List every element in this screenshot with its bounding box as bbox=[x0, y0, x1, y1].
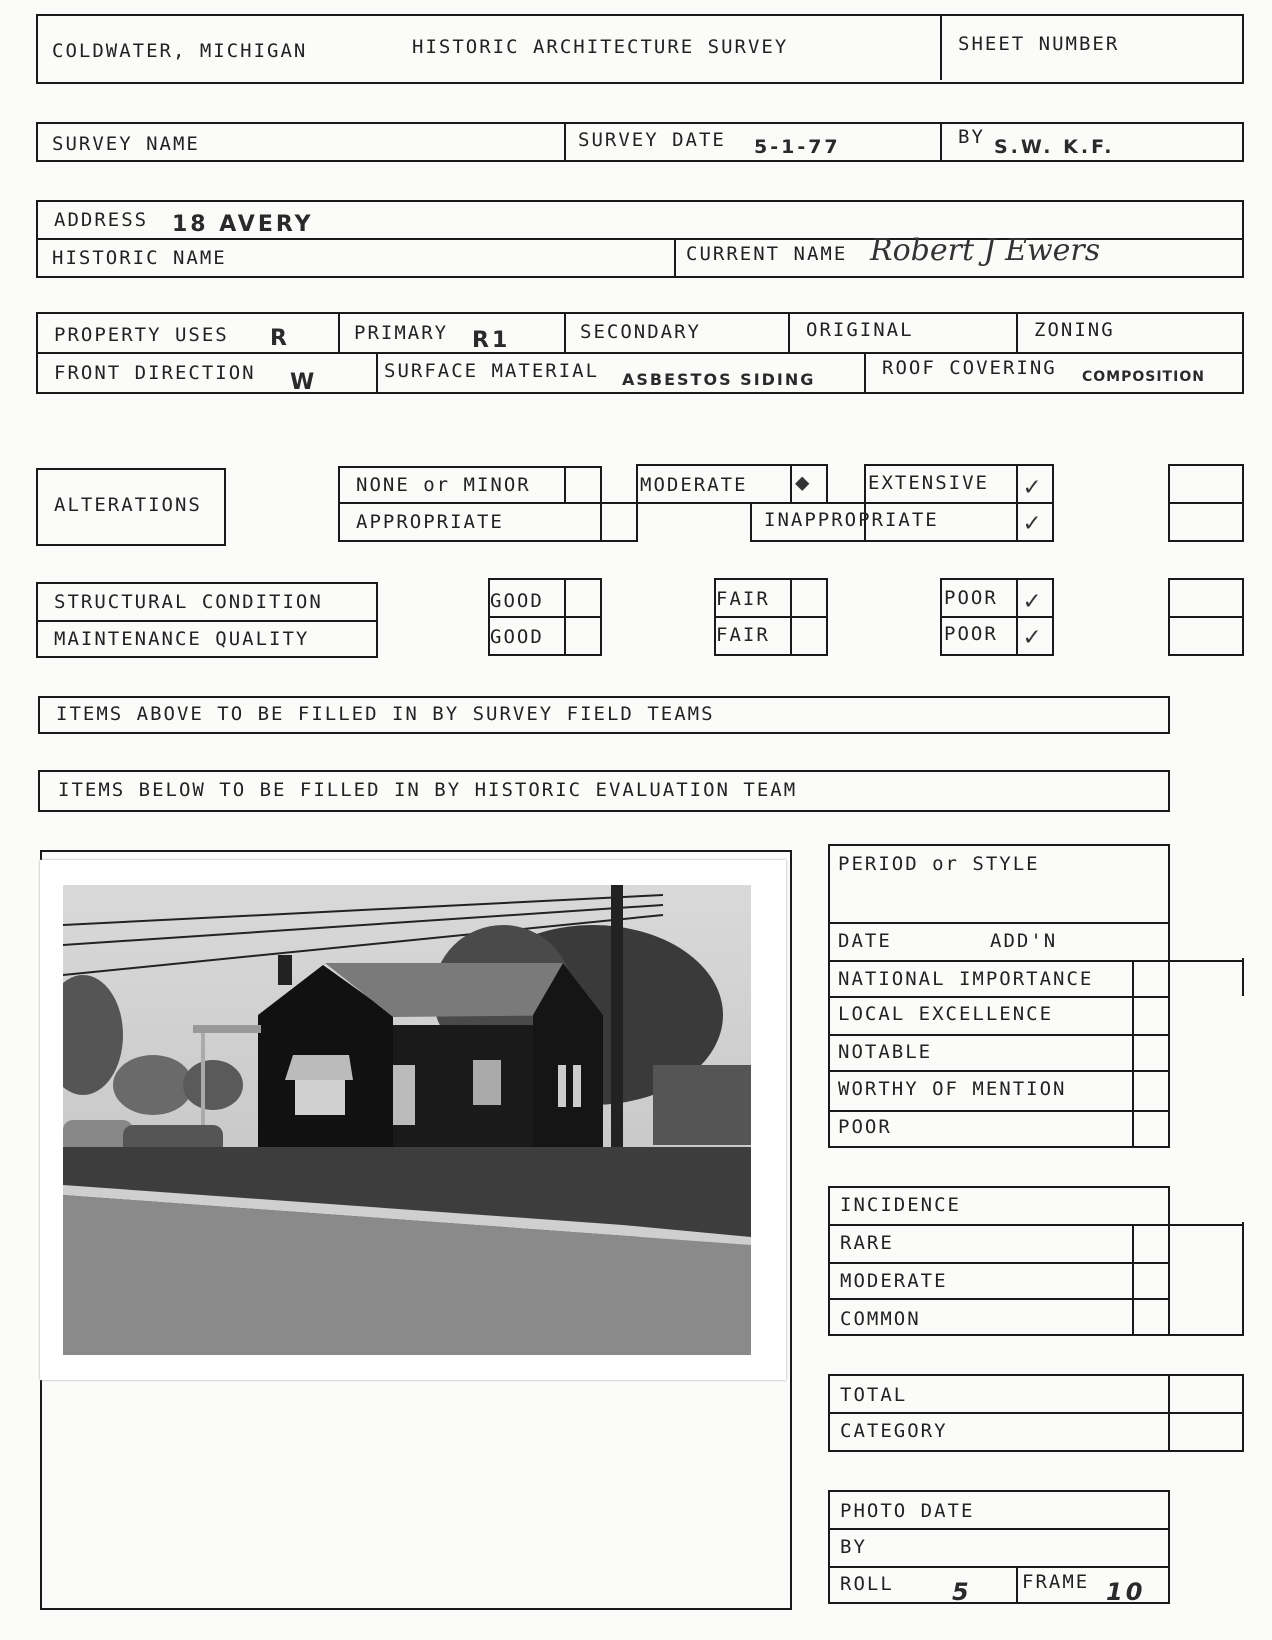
incidence-label: INCIDENCE bbox=[840, 1194, 961, 1216]
worthy-of-mention-label: WORTHY OF MENTION bbox=[838, 1078, 1067, 1100]
condition-score-mid bbox=[1168, 616, 1244, 618]
fair-mid bbox=[714, 616, 828, 618]
surface-material-label: SURFACE MATERIAL bbox=[384, 360, 600, 382]
totals-mid bbox=[828, 1412, 1244, 1414]
appropriate-check-div bbox=[636, 502, 638, 542]
city-label: COLDWATER, MICHIGAN bbox=[52, 40, 308, 62]
appropriate-label: APPROPRIATE bbox=[356, 511, 504, 533]
period-style-label: PERIOD or STYLE bbox=[838, 853, 1040, 875]
frame-label: FRAME bbox=[1022, 1571, 1090, 1593]
moderate-label: MODERATE bbox=[640, 474, 748, 496]
prop-div-6 bbox=[864, 352, 866, 392]
roll-frame-div bbox=[1016, 1566, 1018, 1602]
roll-label: ROLL bbox=[840, 1573, 894, 1595]
total-label: TOTAL bbox=[840, 1384, 908, 1406]
address-label: ADDRESS bbox=[54, 209, 149, 231]
eval-row-1 bbox=[828, 922, 1170, 924]
photo-row-2 bbox=[828, 1566, 1170, 1568]
address-value: 18 AVERY bbox=[172, 212, 314, 237]
survey-name-label: SURVEY NAME bbox=[52, 133, 200, 155]
prop-div-3 bbox=[788, 312, 790, 352]
extensive-check: ✓ bbox=[1024, 472, 1040, 502]
form-title: HISTORIC ARCHITECTURE SURVEY bbox=[412, 36, 789, 58]
maintenance-poor-check: ✓ bbox=[1024, 622, 1040, 652]
eval-row-5 bbox=[828, 1070, 1170, 1072]
inc-row-3 bbox=[828, 1298, 1170, 1300]
good-check-div bbox=[564, 578, 566, 654]
inappropriate-check-div bbox=[1016, 502, 1018, 540]
poor-mid bbox=[940, 616, 1054, 618]
good-mid bbox=[488, 616, 602, 618]
addn-label: ADD'N bbox=[990, 930, 1058, 952]
category-label: CATEGORY bbox=[840, 1420, 948, 1442]
alterations-label: ALTERATIONS bbox=[54, 494, 202, 516]
survey-divider-1 bbox=[564, 122, 566, 160]
secondary-label: SECONDARY bbox=[580, 321, 701, 343]
inc-row-1 bbox=[828, 1224, 1244, 1226]
header-divider bbox=[940, 14, 942, 80]
maintenance-good-label: GOOD bbox=[490, 626, 544, 648]
survey-date-value: 5-1-77 bbox=[754, 136, 841, 158]
photo-date-label: PHOTO DATE bbox=[840, 1500, 975, 1522]
structural-poor-check: ✓ bbox=[1024, 586, 1040, 616]
property-uses-value: R bbox=[270, 326, 290, 351]
totals-score-div bbox=[1168, 1374, 1170, 1450]
condition-label-mid bbox=[36, 620, 378, 622]
zoning-label: ZONING bbox=[1034, 319, 1115, 341]
primary-value: R1 bbox=[472, 328, 511, 353]
extensive-label: EXTENSIVE bbox=[868, 472, 989, 494]
prop-div-4 bbox=[1016, 312, 1018, 352]
structural-condition-label: STRUCTURAL CONDITION bbox=[54, 591, 323, 613]
common-label: COMMON bbox=[840, 1308, 921, 1330]
front-direction-label: FRONT DIRECTION bbox=[54, 362, 256, 384]
inc-score-right bbox=[1242, 1222, 1244, 1336]
poor-check-div bbox=[1016, 578, 1018, 654]
current-name-divider bbox=[674, 238, 676, 276]
moderate-check-div bbox=[790, 464, 792, 502]
by-value: S.W. K.F. bbox=[994, 136, 1115, 158]
note-above: ITEMS ABOVE TO BE FILLED IN BY SURVEY FIELD TEAMS bbox=[56, 703, 715, 725]
none-check-div bbox=[564, 466, 566, 502]
prop-div-1 bbox=[338, 312, 340, 352]
roof-covering-label: ROOF COVERING bbox=[882, 357, 1057, 379]
original-label: ORIGINAL bbox=[806, 319, 914, 341]
none-minor-label: NONE or MINOR bbox=[356, 474, 531, 496]
inappropriate-label: INAPPROPRIATE bbox=[764, 509, 939, 531]
photo-by-label: BY bbox=[840, 1536, 867, 1558]
historic-name-label: HISTORIC NAME bbox=[52, 247, 227, 269]
property-divider bbox=[36, 352, 1244, 354]
rare-label: RARE bbox=[840, 1232, 894, 1254]
alterations-score-mid bbox=[1168, 502, 1244, 504]
front-direction-value: W bbox=[290, 370, 318, 395]
fair-check-div bbox=[790, 578, 792, 654]
eval-row-4 bbox=[828, 1034, 1170, 1036]
current-name-value: Robert J Ewers bbox=[870, 233, 1101, 268]
eval-row-6 bbox=[828, 1110, 1170, 1112]
structural-good-label: GOOD bbox=[490, 590, 544, 612]
primary-label: PRIMARY bbox=[354, 322, 449, 344]
structural-poor-label: POOR bbox=[944, 587, 998, 609]
frame-value: 10 bbox=[1106, 1578, 1146, 1606]
local-excellence-label: LOCAL EXCELLENCE bbox=[838, 1003, 1054, 1025]
appropriate-bottom bbox=[600, 540, 638, 542]
photo-row-1 bbox=[828, 1528, 1170, 1530]
prop-div-5 bbox=[376, 352, 378, 392]
maintenance-poor-label: POOR bbox=[944, 623, 998, 645]
eval-score-div bbox=[1132, 960, 1134, 1146]
surface-material-value: ASBESTOS SIDING bbox=[622, 370, 816, 389]
inc-score-div bbox=[1132, 1224, 1134, 1334]
prop-div-2 bbox=[564, 312, 566, 352]
inappropriate-check: ✓ bbox=[1024, 508, 1040, 538]
eval-poor-label: POOR bbox=[838, 1116, 892, 1138]
current-name-label: CURRENT NAME bbox=[686, 243, 848, 265]
structural-fair-label: FAIR bbox=[716, 588, 770, 610]
eval-row-3 bbox=[828, 996, 1170, 998]
sheet-number-label: SHEET NUMBER bbox=[958, 33, 1120, 55]
property-uses-label: PROPERTY USES bbox=[54, 324, 229, 346]
date-label: DATE bbox=[838, 930, 892, 952]
eval-score-right bbox=[1242, 958, 1244, 996]
note-below: ITEMS BELOW TO BE FILLED IN BY HISTORIC EVALUATION TEAM bbox=[58, 779, 798, 801]
roll-value: 5 bbox=[952, 1578, 972, 1606]
by-label: BY bbox=[958, 126, 985, 148]
notable-label: NOTABLE bbox=[838, 1041, 933, 1063]
house-photo bbox=[63, 885, 751, 1355]
incidence-moderate-label: MODERATE bbox=[840, 1270, 948, 1292]
national-importance-label: NATIONAL IMPORTANCE bbox=[838, 968, 1094, 990]
maintenance-quality-label: MAINTENANCE QUALITY bbox=[54, 628, 310, 650]
roof-covering-value: COMPOSITION bbox=[1082, 369, 1205, 385]
survey-date-label: SURVEY DATE bbox=[578, 129, 726, 151]
eval-row-2 bbox=[828, 960, 1244, 962]
maintenance-fair-label: FAIR bbox=[716, 624, 770, 646]
inc-row-2 bbox=[828, 1262, 1170, 1264]
moderate-mark: ◆ bbox=[795, 468, 810, 496]
inc-bottom-ext bbox=[1168, 1334, 1244, 1336]
survey-divider-2 bbox=[940, 122, 942, 160]
